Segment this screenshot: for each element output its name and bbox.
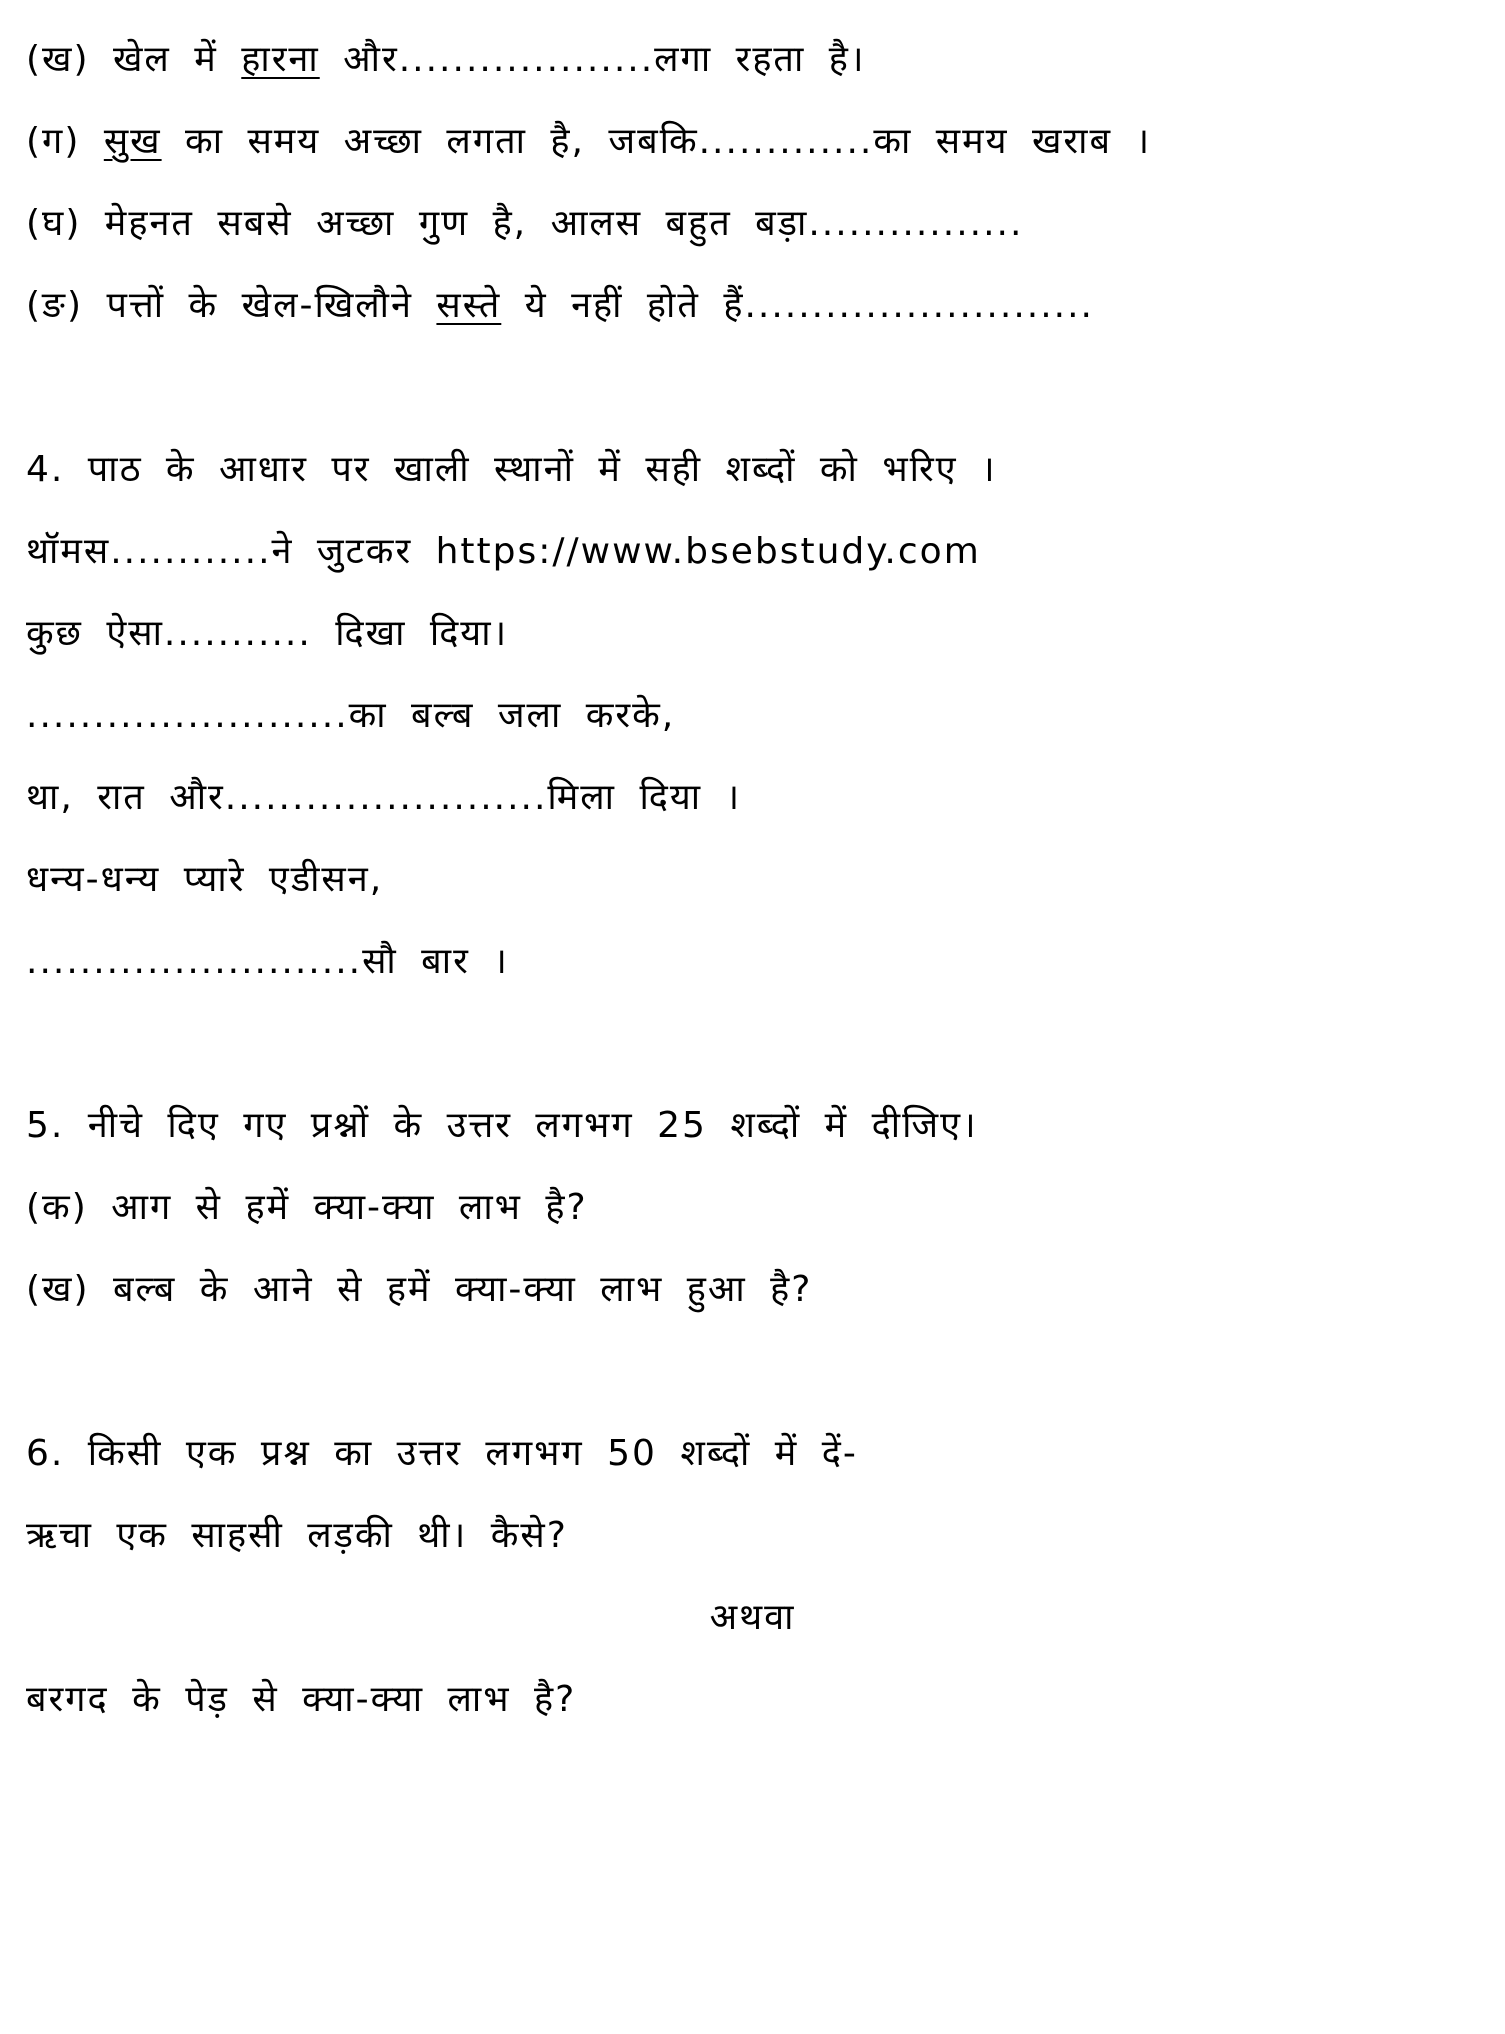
q3-item-gha: (घ) मेहनत सबसे अच्छा गुण है, आलस बहुत बड़ा................ xyxy=(26,203,1024,244)
q3-kha-pre: (ख) खेल में xyxy=(26,39,242,80)
q4-poem-line-6: .........................सौ बार । xyxy=(26,941,509,982)
q4-heading: 4. पाठ के आधार पर खाली स्थानों में सही शब्दों को भरिए । xyxy=(26,449,997,490)
q3-ga-post: का समय अच्छा लगता है, जबकि.............का समय खराब । xyxy=(161,121,1152,162)
q3-item-ga xyxy=(26,118,1151,166)
q6-option-1: ऋचा एक साहसी लड़की थी। कैसे? xyxy=(26,1515,568,1556)
q3-ga-underlined-word: सुख xyxy=(103,121,162,162)
q3-kha-post: और...................लगा रहता है। xyxy=(319,39,866,80)
q3-item-kha xyxy=(26,36,865,84)
q3-kha-underlined-word: हारना xyxy=(241,39,320,80)
q4-poem-line-1: थॉमस............ने जुटकर https://www.bsebstudy.com xyxy=(26,531,981,572)
q3-nga-pre: (ङ) पत्तों के खेल-खिलौने xyxy=(26,285,437,326)
q5-item-kha: (ख) बल्ब के आने से हमें क्या-क्या लाभ हुआ है? xyxy=(26,1269,813,1310)
q3-ga-pre: (ग) xyxy=(26,121,104,162)
q3-nga-underlined-word: सस्ते xyxy=(436,285,502,326)
q4-poem-line-3: ........................का बल्ब जला करके, xyxy=(26,695,676,736)
q6-option-2: बरगद के पेड़ से क्या-क्या लाभ है? xyxy=(26,1679,577,1720)
q6-heading: 6. किसी एक प्रश्न का उत्तर लगभग 50 शब्दों में दें- xyxy=(26,1433,858,1474)
q4-poem-line-5: धन्य-धन्य प्यारे एडीसन, xyxy=(26,859,384,900)
q4-poem-line-2: कुछ ऐसा........... दिखा दिया। xyxy=(26,613,509,654)
q6-or-separator: अथवा xyxy=(709,1597,796,1638)
q5-heading: 5. नीचे दिए गए प्रश्नों के उत्तर लगभग 25 शब्दों में दीजिए। xyxy=(26,1105,978,1146)
q3-nga-post: ये नहीं होते हैं.......................... xyxy=(501,285,1094,326)
q4-poem-line-4: था, रात और........................मिला दिया । xyxy=(26,777,742,818)
q5-item-ka: (क) आग से हमें क्या-क्या लाभ है? xyxy=(26,1187,588,1228)
q3-item-nga xyxy=(26,282,1094,330)
